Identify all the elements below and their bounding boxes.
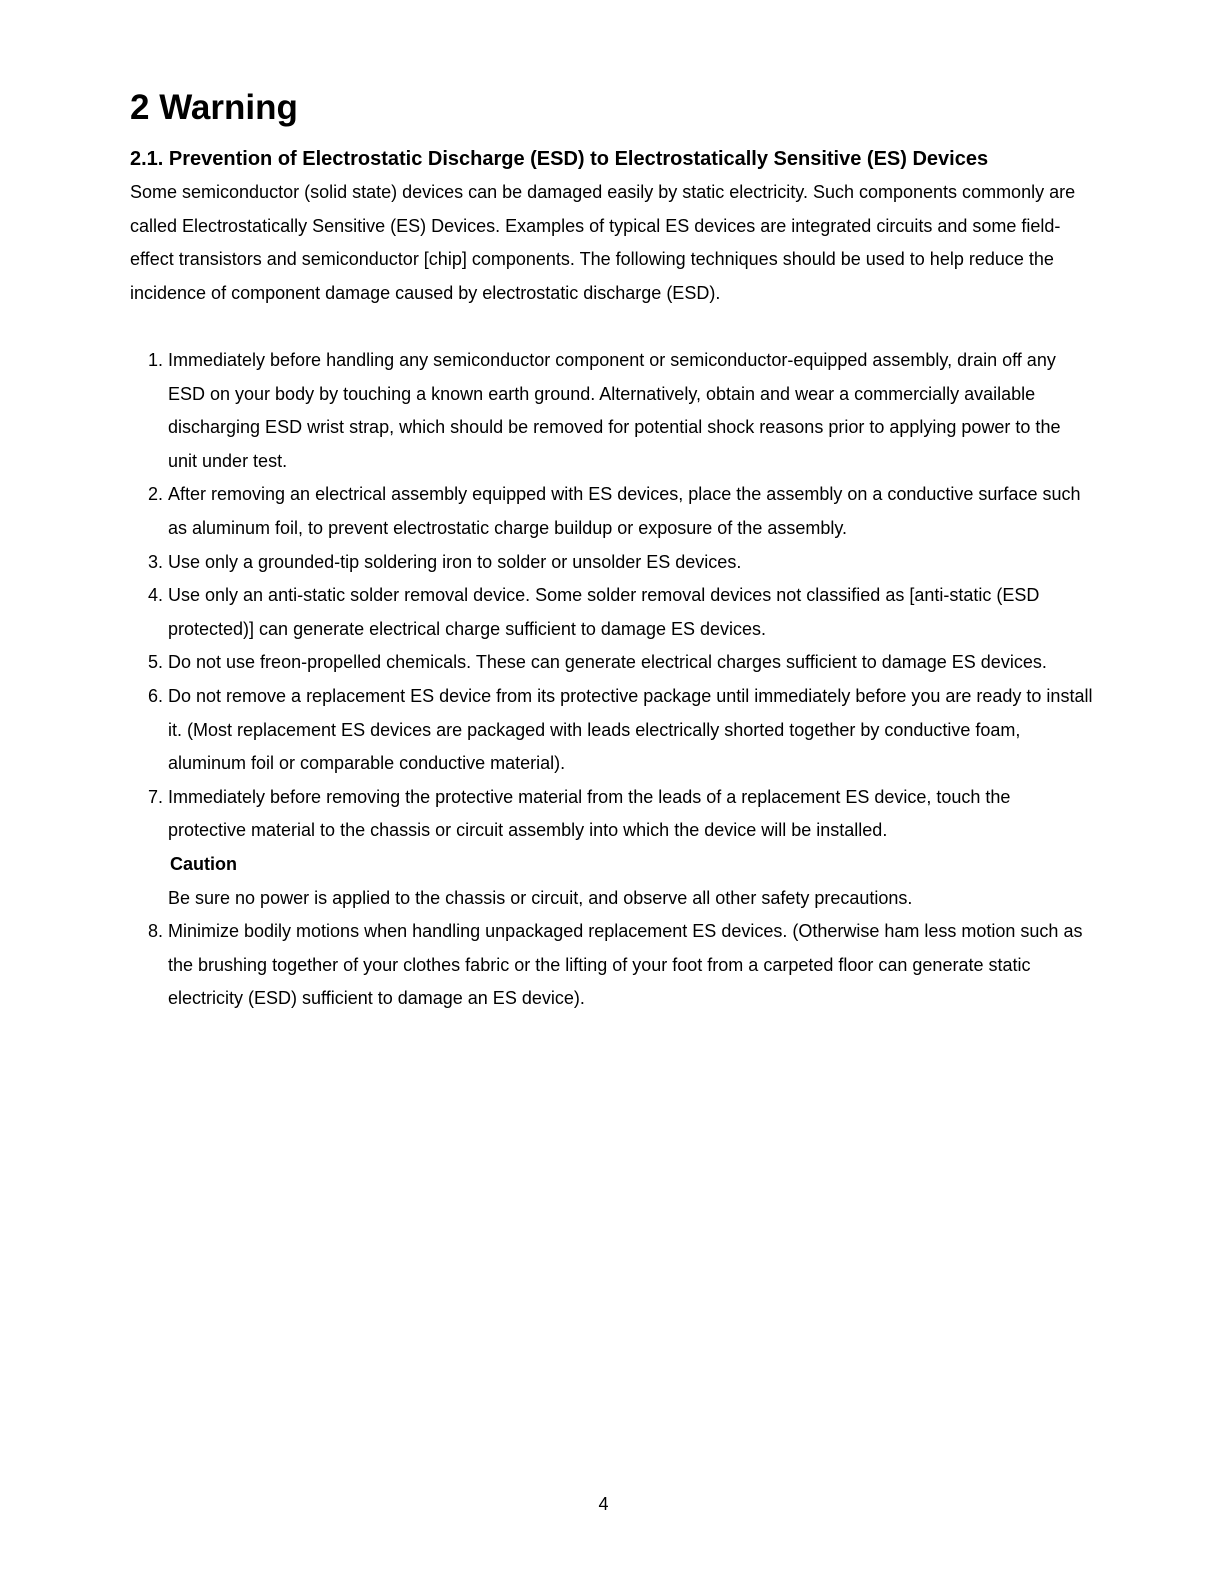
list-item-text: Minimize bodily motions when handling unpackaged replacement ES devices. (Otherwise ham less motion such as the brushing together of your clothes fabric or the lifting of your foot from a carpeted floor can generate static electricity (ESD) sufficient to damage an ES device). xyxy=(168,921,1083,1009)
precautions-list xyxy=(148,344,1093,1016)
list-number: 7. xyxy=(148,786,164,807)
list-item-text: Do not use freon-propelled chemicals. These can generate electrical charges sufficient to damage ES devices. xyxy=(168,652,1047,673)
caution-text: Be sure no power is applied to the chassis or circuit, and observe all other safety precautions. xyxy=(168,887,913,908)
list-item xyxy=(148,646,1093,680)
list-item xyxy=(148,915,1093,1016)
list-number: 5. xyxy=(148,652,164,673)
page-title: 2 Warning xyxy=(130,88,298,127)
list-item xyxy=(148,478,1093,545)
list-item-text: Immediately before handling any semiconductor component or semiconductor-equipped assembly, drain off any ESD on your body by touching a known earth ground. Alternatively, obtain and wear a commercially available discharging ESD wrist strap, which should be removed for potential shock reasons prior to applying power to the unit under test. xyxy=(168,350,1061,471)
list-item xyxy=(148,680,1093,781)
list-number: 3. xyxy=(148,551,164,572)
section-heading: 2.1. Prevention of Electrostatic Discharge (ESD) to Electrostatically Sensitive (ES) Devices xyxy=(130,148,989,170)
list-item xyxy=(148,344,1093,478)
caution-heading: Caution xyxy=(170,853,237,874)
list-number: 6. xyxy=(148,685,164,706)
list-item-text: Use only an anti-static solder removal device. Some solder removal devices not classified as [anti-static (ESD protected)] can generate electrical charge sufficient to damage ES devices. xyxy=(168,585,1040,639)
intro-paragraph: Some semiconductor (solid state) devices can be damaged easily by static electricity. Such components commonly are called Electrostatically Sensitive (ES) Devices. Examples of typical ES devices are integrated circuits and some field-effect transistors and semiconductor [chip] components. The following techniques should be used to help reduce the incidence of component damage caused by electrostatic discharge (ESD). xyxy=(130,182,1076,303)
list-item xyxy=(148,546,1093,580)
list-item xyxy=(148,781,1093,915)
list-number: 1. xyxy=(148,350,164,370)
page-number: 4 xyxy=(598,1494,609,1514)
list-item xyxy=(148,579,1093,646)
list-number: 8. xyxy=(148,921,164,942)
list-item-text: Do not remove a replacement ES device from its protective package until immediately before you are ready to install it. (Most replacement ES devices are packaged with leads electrically shorted together by conductive foam, aluminum foil or comparable conductive material). xyxy=(168,685,1093,774)
list-number: 2. xyxy=(148,484,164,505)
list-item-text: Use only a grounded-tip soldering iron to solder or unsolder ES devices. xyxy=(168,551,742,572)
list-number: 4. xyxy=(148,585,164,606)
list-item-text: Immediately before removing the protective material from the leads of a replacement ES device, touch the protective material to the chassis or circuit assembly into which the device will be installed. xyxy=(168,786,1011,841)
list-item-text: After removing an electrical assembly equipped with ES devices, place the assembly on a conductive surface such as aluminum foil, to prevent electrostatic charge buildup or exposure of the assembly. xyxy=(168,484,1081,538)
